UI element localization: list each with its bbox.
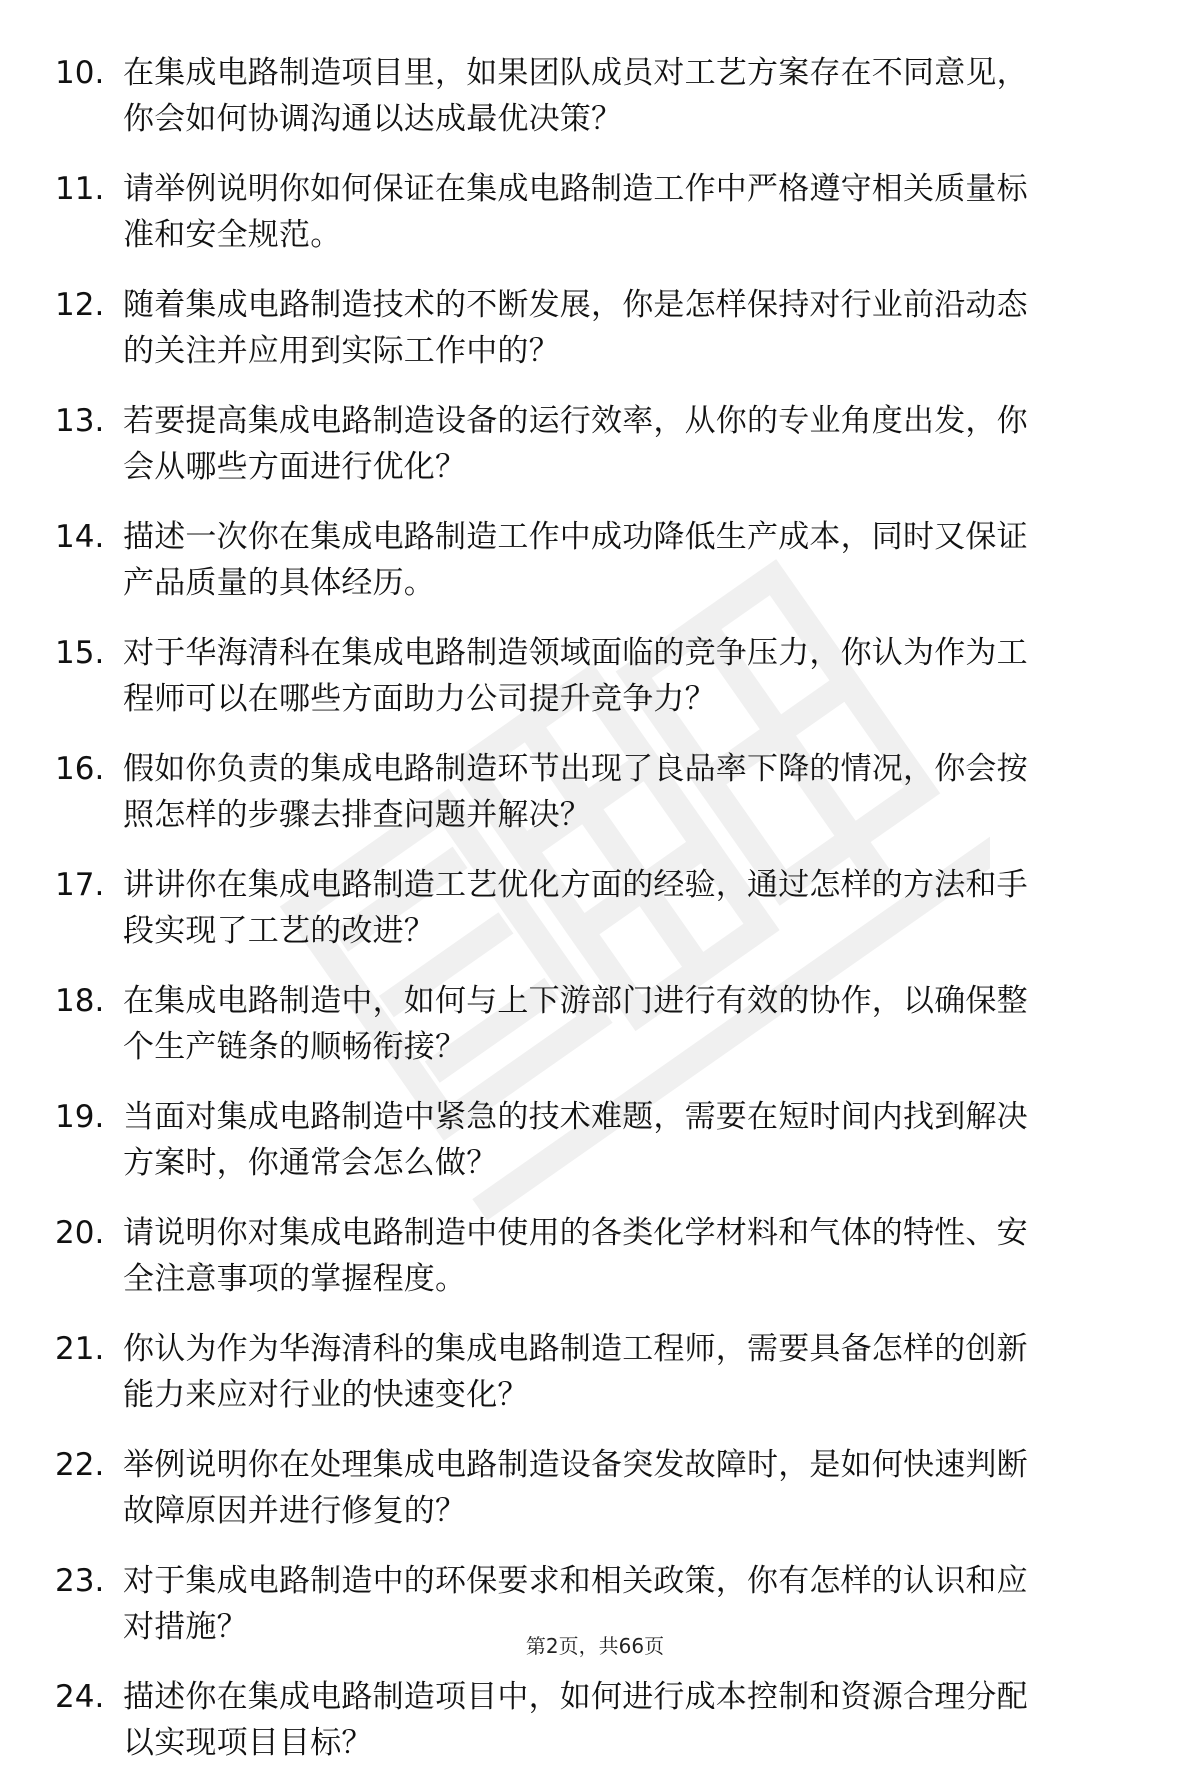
question-number: 18. bbox=[55, 983, 105, 1019]
question-text: 对于华海清科在集成电路制造领域面临的竞争压力，你认为作为工程师可以在哪些方面助力公司提升竞争力？ bbox=[123, 635, 1028, 717]
question-text: 你认为作为华海清科的集成电路制造工程师，需要具备怎样的创新能力来应对行业的快速变化？ bbox=[123, 1331, 1028, 1413]
question-item bbox=[55, 1210, 1115, 1326]
question-number: 11. bbox=[55, 171, 105, 207]
question-number: 13. bbox=[55, 403, 105, 439]
question-item bbox=[55, 514, 1115, 630]
question-text: 请举例说明你如何保证在集成电路制造工作中严格遵守相关质量标准和安全规范。 bbox=[123, 171, 1028, 253]
question-item bbox=[55, 50, 1115, 166]
question-number: 15. bbox=[55, 635, 105, 671]
question-number: 22. bbox=[55, 1447, 105, 1483]
question-number: 12. bbox=[55, 287, 105, 323]
question-list bbox=[55, 50, 1115, 1790]
question-number: 16. bbox=[55, 751, 105, 787]
page-footer: 第2页，共66页 bbox=[525, 1634, 665, 1658]
question-number: 20. bbox=[55, 1215, 105, 1251]
question-text: 若要提高集成电路制造设备的运行效率，从你的专业角度出发，你会从哪些方面进行优化？ bbox=[123, 403, 1028, 485]
question-number: 24. bbox=[55, 1679, 105, 1715]
question-number: 17. bbox=[55, 867, 105, 903]
question-text: 举例说明你在处理集成电路制造设备突发故障时，是如何快速判断故障原因并进行修复的？ bbox=[123, 1447, 1028, 1529]
question-number: 10. bbox=[55, 55, 105, 91]
question-item bbox=[55, 282, 1115, 398]
question-item bbox=[55, 1442, 1115, 1558]
question-text: 请说明你对集成电路制造中使用的各类化学材料和气体的特性、安全注意事项的掌握程度。 bbox=[123, 1215, 1028, 1297]
question-number: 21. bbox=[55, 1331, 105, 1367]
question-text: 随着集成电路制造技术的不断发展，你是怎样保持对行业前沿动态的关注并应用到实际工作中的？ bbox=[123, 287, 1028, 369]
question-text: 在集成电路制造中，如何与上下游部门进行有效的协作，以确保整个生产链条的顺畅衔接？ bbox=[123, 983, 1028, 1065]
question-item bbox=[55, 862, 1115, 978]
question-text: 当面对集成电路制造中紧急的技术难题，需要在短时间内找到解决方案时，你通常会怎么做？ bbox=[123, 1099, 1028, 1181]
question-text: 描述一次你在集成电路制造工作中成功降低生产成本，同时又保证产品质量的具体经历。 bbox=[123, 519, 1028, 601]
question-item bbox=[55, 746, 1115, 862]
question-item bbox=[55, 398, 1115, 514]
question-item bbox=[55, 166, 1115, 282]
question-text: 假如你负责的集成电路制造环节出现了良品率下降的情况，你会按照怎样的步骤去排查问题并解决？ bbox=[123, 751, 1028, 833]
question-text: 讲讲你在集成电路制造工艺优化方面的经验，通过怎样的方法和手段实现了工艺的改进？ bbox=[123, 867, 1028, 949]
question-text: 描述你在集成电路制造项目中，如何进行成本控制和资源合理分配以实现项目目标？ bbox=[123, 1679, 1028, 1761]
question-item bbox=[55, 630, 1115, 746]
question-item bbox=[55, 978, 1115, 1094]
question-item bbox=[55, 1094, 1115, 1210]
question-number: 23. bbox=[55, 1563, 105, 1599]
question-number: 19. bbox=[55, 1099, 105, 1135]
question-number: 14. bbox=[55, 519, 105, 555]
question-item bbox=[55, 1326, 1115, 1442]
question-text: 在集成电路制造项目里，如果团队成员对工艺方案存在不同意见，你会如何协调沟通以达成最优决策？ bbox=[123, 55, 1028, 137]
question-text: 对于集成电路制造中的环保要求和相关政策，你有怎样的认识和应对措施？ bbox=[123, 1563, 1028, 1645]
question-item bbox=[55, 1674, 1115, 1790]
